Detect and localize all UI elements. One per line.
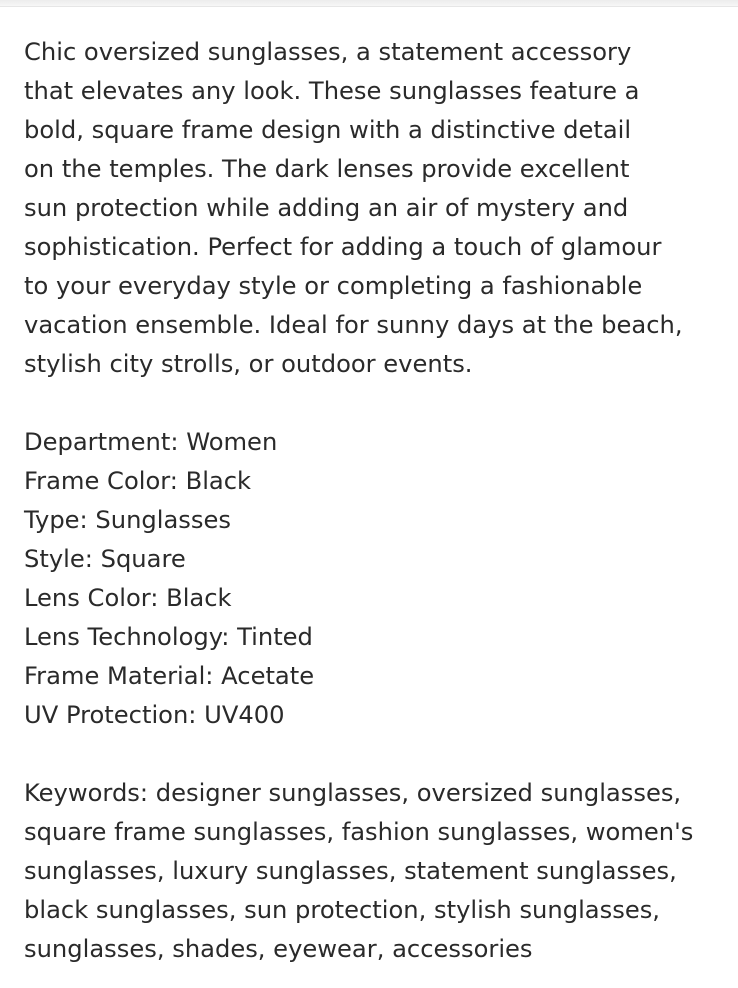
description-line: on the temples. The dark lenses provide excellent: [24, 155, 630, 183]
spec-lens-technology: Lens Technology: Tinted: [24, 623, 313, 651]
description-line: sun protection while adding an air of mystery and: [24, 194, 629, 222]
description-line: vacation ensemble. Ideal for sunny days at the beach,: [24, 311, 683, 339]
spec-frame-material: Frame Material: Acetate: [24, 662, 315, 690]
paragraph-gap: [24, 384, 724, 423]
spec-uv-protection: UV Protection: UV400: [24, 701, 285, 729]
keywords-line: sunglasses, luxury sunglasses, statement sunglasses,: [24, 857, 677, 885]
keywords-line: Keywords: designer sunglasses, oversized sunglasses,: [24, 779, 682, 807]
description-line: Chic oversized sunglasses, a statement accessory: [24, 38, 632, 66]
description-line: stylish city strolls, or outdoor events.: [24, 350, 473, 378]
description-line: to your everyday style or completing a fashionable: [24, 272, 643, 300]
spec-department: Department: Women: [24, 428, 278, 456]
spec-lens-color: Lens Color: Black: [24, 584, 232, 612]
top-divider: [0, 0, 738, 7]
spec-style: Style: Square: [24, 545, 186, 573]
description-paragraph: [24, 33, 724, 384]
keywords-line: sunglasses, shades, eyewear, accessories: [24, 935, 533, 963]
paragraph-gap: [24, 735, 724, 774]
specs-list: [24, 423, 724, 735]
product-description-text: [24, 33, 724, 969]
keywords-line: square frame sunglasses, fashion sunglasses, women's: [24, 818, 694, 846]
description-line: bold, square frame design with a distinctive detail: [24, 116, 632, 144]
keywords-line: black sunglasses, sun protection, stylish sunglasses,: [24, 896, 660, 924]
description-line: that elevates any look. These sunglasses feature a: [24, 77, 640, 105]
spec-frame-color: Frame Color: Black: [24, 467, 252, 495]
description-line: sophistication. Perfect for adding a touch of glamour: [24, 233, 662, 261]
keywords-paragraph: [24, 774, 724, 969]
spec-type: Type: Sunglasses: [24, 506, 231, 534]
